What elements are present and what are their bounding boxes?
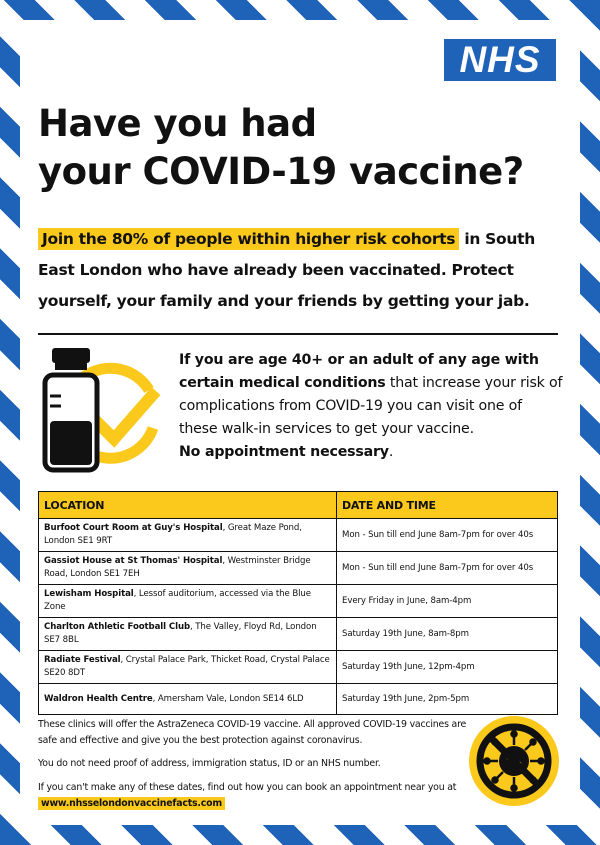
date-cell: Mon - Sun till end June 8am-7pm for over 40s [337,519,558,552]
table-row [39,618,558,651]
no-appointment-text: No appointment necessary [179,444,389,460]
booking-prompt: If you can't make any of these dates, find out how you can book an appointment near you at [38,782,457,793]
date-cell: Mon - Sun till end June 8am-7pm for over 40s [337,552,558,585]
vaccine-info-text: These clinics will offer the AstraZeneca COVID-19 vaccine. All approved COVID-19 vaccines are safe and effective and give you the best protection against coronavirus. [38,719,467,746]
nhs-logo: NHS [444,39,556,81]
table-row [39,684,558,715]
location-address: , Crystal Palace Park, Thicket Road, Crystal Palace SE20 8DT [44,655,330,678]
eligibility-end: . [388,444,394,460]
location-name: Gassiot House at St Thomas' Hospital [44,556,223,566]
headline-line-2: your COVID-19 vaccine? [38,150,524,193]
no-virus-icon [468,715,560,807]
no-proof-text: You do not need proof of address, immigration status, ID or an NHS number. [38,758,381,769]
table-row [39,552,558,585]
location-address: , Great Maze Pond, London SE1 9RT [44,523,302,546]
intro-highlight: Join the 80% of people within higher risk cohorts [38,228,459,250]
location-cell [39,618,337,651]
location-address: , Lessof auditorium, accessed via the Blue Zone [44,589,311,612]
table-row [39,651,558,684]
location-name: Lewisham Hospital [44,589,134,599]
location-cell [39,651,337,684]
date-cell: Saturday 19th June, 12pm-4pm [337,651,558,684]
location-name: Burfoot Court Room at Guy's Hospital [44,523,223,533]
headline-line-1: Have you had [38,102,317,145]
location-name: Radiate Festival [44,655,121,665]
location-cell [39,585,337,618]
location-name: Charlton Athletic Football Club [44,622,191,632]
date-cell: Saturday 19th June, 2pm-5pm [337,684,558,715]
date-cell: Every Friday in June, 8am-4pm [337,585,558,618]
location-cell [39,684,337,715]
eligibility-bold: If you are age 40+ or an adult of any age with certain medical conditions [179,352,539,391]
vaccine-vial-check-icon [36,346,166,476]
headline [38,100,568,196]
booking-text [38,780,468,812]
location-cell [39,552,337,585]
intro-paragraph [38,224,566,317]
eligibility-text [179,349,564,464]
table-row [39,585,558,618]
location-address: , Westminster Bridge Road, London SE1 7EH [44,556,311,579]
date-cell: Saturday 19th June, 8am-8pm [337,618,558,651]
location-cell [39,519,337,552]
location-address: , The Valley, Floyd Rd, London SE7 8BL [44,622,317,645]
poster-content [20,20,580,825]
location-address: , Amersham Vale, London SE14 6LD [152,693,304,704]
table-row [39,519,558,552]
column-header-date: DATE AND TIME [337,492,558,519]
eligibility-detail: that increase your risk of complications from COVID-19 you can visit one of these walk-in services to get your vaccine. [179,375,563,437]
clinic-schedule-table [38,491,558,715]
location-name: Waldron Health Centre [44,693,153,704]
intro-text: in South East London who have already been vaccinated. Protect yourself, your family and your friends by getting your jab. [38,230,535,310]
vaccine-facts-link[interactable]: www.nhsselondonvaccinefacts.com [38,797,225,810]
table-header-row [39,492,558,519]
divider [38,333,558,335]
column-header-location: LOCATION [39,492,337,519]
